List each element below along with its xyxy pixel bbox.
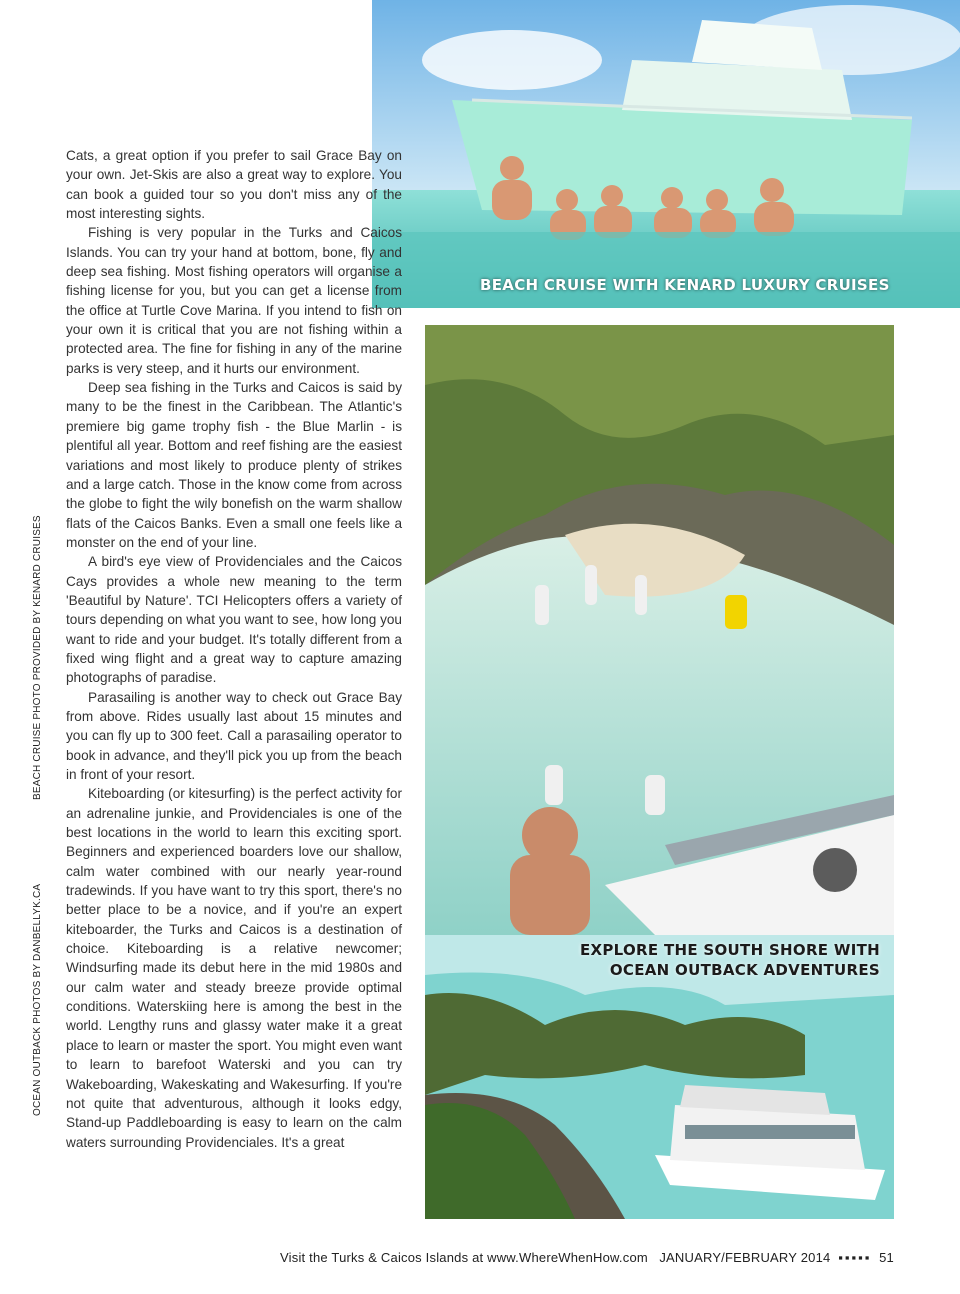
footer-issue: JANUARY/FEBRUARY 2014: [659, 1250, 831, 1265]
beach-cruise-photo: [372, 0, 960, 308]
beach-photo-credit: BEACH CRUISE PHOTO PROVIDED BY KENARD CRUISES: [32, 515, 43, 800]
article-paragraph: Fishing is very popular in the Turks and Caicos Islands. You can try your hand at bottom, bone, fly and deep sea fishing. Most fishing operators will organise a fishing license for you, but you can get a license from the office at Turtle Cove Marina. If you intend to fish on your own it is critical that you are not fishing within a protected area. The fine for fishing in any of the marine parks is very steep, and it hurts our environment.: [66, 225, 402, 376]
south-shore-lagoon-photo: [425, 325, 894, 935]
ocean-photo-credit: OCEAN OUTBACK PHOTOS BY DANBELLYK.CA: [32, 883, 43, 1116]
footer-visit-link[interactable]: Visit the Turks & Caicos Islands at www.WhereWhenHow.com: [280, 1250, 648, 1265]
article-paragraph: Deep sea fishing in the Turks and Caicos is said by many to be the finest in the Caribbean. The Atlantic's premiere big game trophy fish - the Blue Marlin - is plentiful all year. Bottom and reef fishing are the easiest variations and most likely to produce plenty of strikes and a large catch. Those in the know come from across the globe to fight the wily bonefish on the warm shallow flats of the Caicos Banks. Even a small one feels like a monster on the end of your line.: [66, 380, 402, 550]
article-paragraph: Cats, a great option if you prefer to sail Grace Bay on your own. Jet-Skis are also a great way to explore. You can book a guided tour so you don't miss any of the most interesting sights.: [66, 148, 402, 222]
article-paragraph: A bird's eye view of Providenciales and the Caicos Cays provides a whole new meaning to the term 'Beautiful by Nature'. TCI Helicopters offers a variety of tours depending on what you want to see, how long you want to ride and your budget. It's totally different from a fixed wing flight and a great way to capture amazing photographs of paradise.: [66, 554, 402, 686]
south-shore-caption-line-1: EXPLORE THE SOUTH SHORE WITH: [579, 941, 880, 959]
page-footer: [280, 1250, 894, 1265]
footer-dots: ▪▪▪▪▪: [838, 1250, 872, 1265]
article-paragraph: Kiteboarding (or kitesurfing) is the perfect activity for an adrenaline junkie, and Providenciales is one of the best locations in the world to learn this exciting sport. Beginners and experienced boarders love our shallow, calm water combined with our nearly year-round tradewinds. If you have want to try this sport, there's no better place to be a novice, and if you're an expert kiteboarder, the Turks and Caicos is a destination of choice. Kiteboarding is a relative newcomer; Windsurfing made its debut here in the mid 1980s and our calm water and steady breeze provide optimal conditions. Waterskiing here is among the best in the world. Lengthy runs and glassy water make it a great place to learn or master the sport. You might even want to learn to barefoot Waterski and you can try Wakeboarding, Wakeskating and Wakesurfing. If you're not quite that adventurous, although it looks edgy, Stand-up Paddleboarding is easy to learn on the calm waters surrounding Providenciales. It's a great: [66, 786, 402, 1150]
beach-cruise-caption: BEACH CRUISE WITH KENARD LUXURY CRUISES: [480, 276, 890, 294]
south-shore-caption-line-2: OCEAN OUTBACK ADVENTURES: [609, 961, 880, 979]
page-number: 51: [879, 1250, 894, 1265]
south-shore-caption: [580, 940, 880, 980]
article-paragraph: Parasailing is another way to check out Grace Bay from above. Rides usually last about 15 minutes and you can fly up to 300 feet. Call a parasailing operator to book in advance, and they'll pick you up from the beach in front of your resort.: [66, 689, 402, 782]
article-body: [66, 146, 402, 1152]
